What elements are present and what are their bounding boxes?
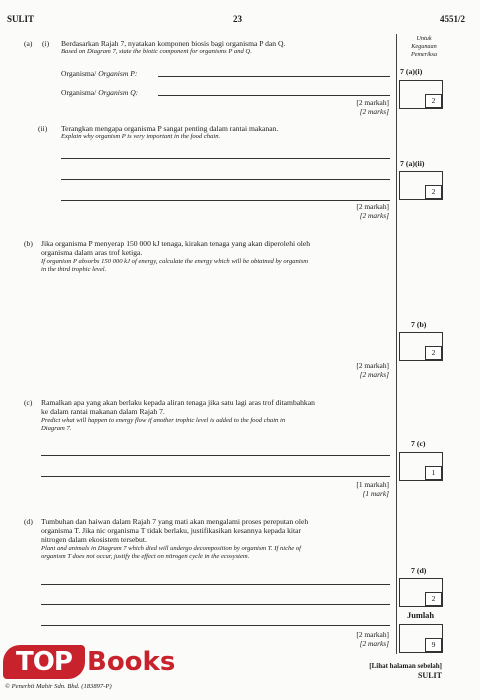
- sub-ii-label: (ii): [38, 124, 48, 133]
- answer-line[interactable]: [41, 455, 390, 456]
- max-score-a-ii: 2: [425, 185, 442, 199]
- examiner-title-line: Kegunaan: [411, 43, 437, 50]
- paper-code: 4551/2: [440, 14, 466, 24]
- margin-label-d: 7 (d): [411, 566, 427, 575]
- q-d-text-ms-1: Tumbuhan dan haiwan dalam Rajah 7 yang mati akan mengalami proses pereputan oleh: [41, 517, 309, 526]
- marks-en: [2 marks]: [359, 106, 389, 116]
- next-page-note: [Lihat halaman sebelah]: [369, 662, 442, 670]
- answer-line[interactable]: [61, 200, 390, 201]
- marks-c: [300, 481, 389, 498]
- sub-i-label: (i): [42, 39, 50, 48]
- answer-line[interactable]: [61, 158, 390, 159]
- answer-line[interactable]: [41, 604, 390, 605]
- page-number: 23: [233, 14, 242, 24]
- q-b-text-en-2: in the third trophic level.: [41, 266, 107, 273]
- marks-d: [300, 631, 389, 648]
- q-c-text-ms-2: ke dalam rantai makanan dalam Rajah 7.: [41, 407, 165, 416]
- answer-line[interactable]: [41, 625, 390, 626]
- q-a-ii-text-en: Explain why organism P is very important in the food chain.: [61, 133, 221, 140]
- max-score-d: 2: [425, 592, 442, 606]
- q-b-text-ms-1: Jika organisma P menyerap 150 000 kJ tenaga, kirakan tenaga yang akan diperolehi oleh: [41, 239, 311, 248]
- q-c-text-en-1: Predict what will happen to energy flow if another trophic level is added to the food chain in: [41, 417, 286, 424]
- label-ms: Organisma/: [61, 88, 97, 97]
- answer-line[interactable]: [41, 476, 390, 477]
- margin-divider: [396, 34, 397, 654]
- marks-en: [2 marks]: [359, 210, 389, 220]
- part-d-label: (d): [24, 517, 33, 526]
- q-b-text-en-1: If organism P absorbs 150 000 kJ of energy, calculate the energy which will be obtained by organism: [41, 258, 309, 265]
- marks-en: [2 marks]: [359, 369, 389, 379]
- calculation-space[interactable]: [41, 285, 381, 355]
- examiner-title-line: Pemeriksa: [410, 51, 438, 58]
- max-score-c: 1: [425, 466, 442, 480]
- margin-label-c: 7 (c): [411, 439, 426, 448]
- label-ms: Organisma/: [61, 69, 97, 78]
- q-a-i-text-ms: Berdasarkan Rajah 7, nyatakan komponen biosis bagi organisma P dan Q.: [61, 39, 286, 48]
- q-c-text-ms-1: Ramalkan apa yang akan berlaku kepada aliran tenaga jika satu lagi aras trof ditambahkan: [41, 398, 315, 407]
- topbooks-logo: [3, 645, 181, 681]
- q-b-text-ms-2: organisma dalam aras trof ketiga.: [41, 248, 143, 257]
- margin-label-b: 7 (b): [411, 320, 427, 329]
- publisher-credit: © Penerbit Mahir Sdn. Bhd. (183897-P): [5, 683, 112, 690]
- organism-p-label: [61, 69, 137, 78]
- label-en: Organism Q:: [98, 88, 139, 97]
- answer-line-q[interactable]: [158, 95, 390, 96]
- q-a-ii-text-ms: Terangkan mengapa organisma P sangat penting dalam rantai makanan.: [61, 124, 279, 133]
- logo-books-text: Books: [87, 647, 176, 677]
- marks-ms: [2 markah]: [356, 202, 389, 211]
- header-sulit: SULIT: [7, 14, 35, 24]
- logo-top-text: TOP: [3, 645, 85, 679]
- footer-sulit: SULIT: [417, 671, 442, 680]
- marks-ms: [2 markah]: [356, 630, 389, 639]
- marks-a-i: [300, 99, 389, 116]
- q-d-text-ms-3: nitrogen dalam ekosistem tersebut.: [41, 535, 147, 544]
- marks-en: [1 mark]: [362, 488, 389, 498]
- max-score-b: 2: [425, 346, 442, 360]
- answer-line[interactable]: [41, 584, 390, 585]
- marks-ms: [2 markah]: [356, 361, 389, 370]
- margin-label-a-ii: 7 (a)(ii): [400, 159, 425, 168]
- part-c-label: (c): [24, 398, 33, 407]
- marks-ms: [1 markah]: [356, 480, 389, 489]
- marks-a-ii: [300, 203, 389, 220]
- organism-q-label: [61, 88, 138, 97]
- q-d-text-en-1: Plant and animals in Diagram 7 which died will undergo decomposition by organism T. If niche of: [41, 545, 302, 552]
- q-d-text-en-2: organism T does not occur, justify the effect on nitrogen cycle in the ecosystem.: [41, 553, 250, 560]
- q-a-i-text-en: Based on Diagram 7, state the biotic component for organisms P and Q.: [61, 48, 252, 55]
- margin-label-a-i: 7 (a)(i): [400, 67, 423, 76]
- part-b-label: (b): [24, 239, 33, 248]
- marks-en: [2 marks]: [359, 638, 389, 648]
- part-a-label: (a): [24, 39, 33, 48]
- label-en: Organism P:: [98, 69, 138, 78]
- max-score-a-i: 2: [425, 94, 442, 108]
- total-label: Jumlah: [407, 611, 434, 620]
- marks-b: [300, 362, 389, 379]
- examiner-title-line: Untuk: [416, 35, 432, 42]
- examiner-column-title: [400, 35, 448, 59]
- answer-line-p[interactable]: [158, 76, 390, 77]
- total-max-score: 9: [425, 638, 442, 652]
- q-c-text-en-2: Diagram 7.: [41, 425, 72, 432]
- q-d-text-ms-2: organisma T. Jika nic organisma T tidak berlaku, justifikasikan kesannya kepada kitar: [41, 526, 302, 535]
- marks-ms: [2 markah]: [356, 98, 389, 107]
- answer-line[interactable]: [61, 179, 390, 180]
